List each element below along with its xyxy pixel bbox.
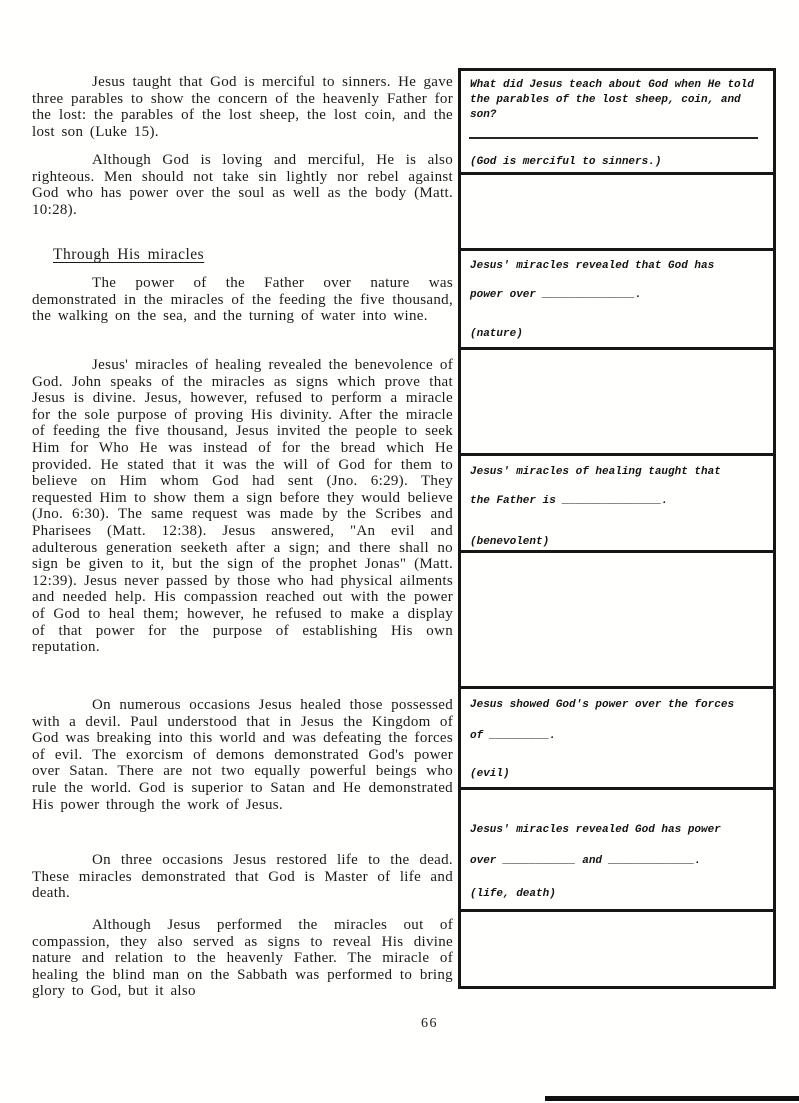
statement-line-with-blank: power over ______________. (470, 289, 642, 301)
worksheet-box-empty-4 (458, 909, 776, 989)
worksheet-column (458, 68, 776, 989)
worksheet-box-forces-of-evil (458, 686, 776, 790)
worksheet-box-empty-1 (458, 172, 776, 251)
paragraph-signs-reveal: Although Jesus performed the miracles out of compassion, they also served as signs to reveal His divine nature and relation to the heavenly Father. The miracle of healing the blind man on the Sabbath was performed to bring glory to God, but it also (32, 917, 453, 1000)
scan-artifact-bar (545, 1096, 799, 1101)
paragraph-exorcism: On numerous occasions Jesus healed those possessed with a devil. Paul understood that in Jesus the Kingdom of God was breaking into this world and was defeating the forces of evil. The exorcism of demons demonstrated God's power over Satan. There are not two equally powerful beings who rule the world. God is superior to Satan and He demonstrated His power through the work of Jesus. (32, 697, 453, 813)
page-number: 66 (421, 1016, 438, 1031)
question-text: What did Jesus teach about God when He told the parables of the lost sheep, coin, and son? (470, 79, 754, 121)
answer-key-text: (benevolent) (470, 536, 550, 548)
worksheet-box-life-and-death (458, 787, 776, 912)
worksheet-box-question-parables (458, 68, 776, 175)
paragraph-healing-signs: Jesus' miracles of healing revealed the benevolence of God. John speaks of the miracles as signs which prove that Jesus is divine. Jesus, however, refused to perform a miracle for the sole purpose of proving His divinity. After the miracle of feeding the five thousand, Jesus invited the people to seek Him for Who He was instead of for the bread which He provided. He stated that it was the will of God for them to believe on Him whom God had sent (Jno. 6:29). They requested Him to show them a sign before they would believe (Jno. 6:30). The same request was made by the Scribes and Pharisees (Matt. 12:38). Jesus answered, "An evil and adulterous generation seeketh after a sign; and there shall no sign be given to it, but the sign of the prophet Jonas" (Matt. 12:39). Jesus never passed by those who had physical ailments and needed help. His compassion reached out with the power of God to heal them; however, he refused to make a display of that power for the purpose of establishing His own reputation. (32, 357, 453, 656)
statement-line-with-blank: of _________. (470, 730, 556, 742)
paragraph-restored-life: On three occasions Jesus restored life to the dead. These miracles demonstrated that God is Master of life and death. (32, 852, 453, 902)
paragraph-god-righteous: Although God is loving and merciful, He is also righteous. Men should not take sin lightly nor rebel against God who has power over the soul as well as the body (Matt. 10:28). (32, 152, 453, 218)
paragraph-god-merciful: Jesus taught that God is merciful to sinners. He gave three parables to show the concern of the heavenly Father for the lost: the parables of the lost sheep, the lost coin, and the lost son (Luke 15). (32, 74, 453, 140)
answer-key-text: (God is merciful to sinners.) (470, 156, 662, 168)
article-column (32, 0, 453, 1103)
answer-key-text: (life, death) (470, 888, 556, 900)
fill-in-blank-line (469, 137, 758, 139)
statement-line: Jesus' miracles revealed that God has (470, 260, 715, 272)
section-heading: Through His miracles (53, 246, 205, 263)
worksheet-box-empty-3 (458, 550, 776, 689)
statement-line: Jesus' miracles revealed God has power (470, 824, 721, 836)
statement-line-with-blank: the Father is _______________. (470, 495, 669, 507)
worksheet-box-empty-2 (458, 347, 776, 456)
statement-line-with-blank: over ___________ and _____________. (470, 855, 702, 867)
paragraph-power-nature: The power of the Father over nature was demonstrated in the miracles of the feeding the five thousand, the walking on the sea, and the turning of water into wine. (32, 275, 453, 325)
answer-key-text: (nature) (470, 328, 523, 340)
statement-line: Jesus' miracles of healing taught that (470, 466, 721, 478)
answer-key-text: (evil) (470, 768, 510, 780)
statement-line: Jesus showed God's power over the forces (470, 699, 735, 711)
worksheet-box-power-over-nature (458, 248, 776, 350)
worksheet-box-father-benevolent (458, 453, 776, 553)
